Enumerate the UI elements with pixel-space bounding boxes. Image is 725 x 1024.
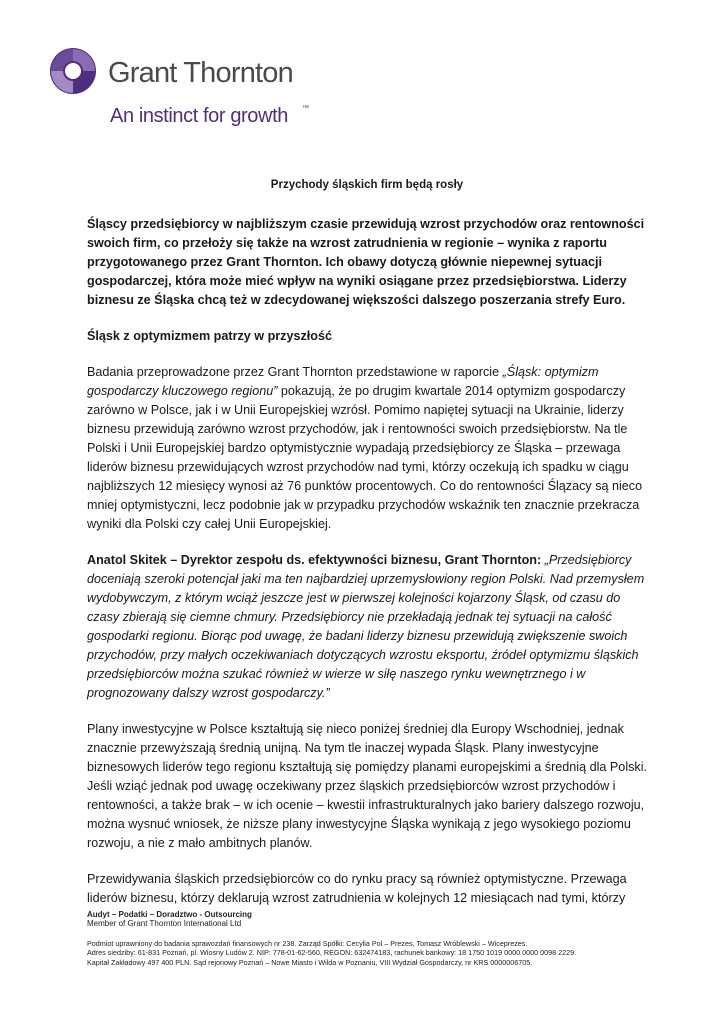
paragraph-1-body: pokazują, że po drugim kwartale 2014 optymizm gospodarczy zarówno w Polsce, jak i w Unii Europejskiej wzrósł. Pomimo napiętej sytuacji na Ukrainie, liderzy biznesu przewidują zarówno wzrost przychodów, jak i rentowności swoich przedsiębiorstw. Na tle Polski i Unii Europejskiej bardzo optymistycznie wypadają przedsiębiorcy ze Śląska – przewaga liderów biznesu przewidujących wzrost przychodów nad tymi, którzy oczekują ich spadku w ciągu najbliższych 12 miesięcy wynosi aż 76 punktów procentowych. Co do rentowności Ślązacy są nieco mniej optymistyczni, lecz podobnie jak w przypadku przychodów wskaźnik ten znacznie przekracza wyniki dla Polski czy całej Unii Europejskiej.: [87, 384, 643, 531]
paragraph-2: Plany inwestycyjne w Polsce kształtują się nieco poniżej średniej dla Europy Wschodniej, jednak znacznie przewyższają średnią unijną. Na tym tle inaczej wypada Śląsk. Plany inwestycyjne biznesowych liderów tego regionu kształtują się pomiędzy planami europejskimi a średnią dla Polski. Jeśli wziąć jednak pod uwagę oczekiwany przez śląskich przedsiębiorców wzrost przychodów i rentowności, a także brak – w ich ocenie – kwestii infrastrukturalnych jako bariery dalszego rozwoju, można wysnuć wniosek, że niższe plany inwestycyjne Śląska wynikają z jego wysokiego poziomu rozwoju, a nie z mało ambitnych planów.: [87, 722, 648, 850]
logo-trademark: ™: [302, 105, 309, 112]
footer-line-1: Podmiot uprawniony do badania sprawozdań finansowych nr 238. Zarząd Spółki: Cecylia Pol – Prezes, Tomasz Wróblewski – Wiceprezes.: [87, 938, 528, 948]
report-title: „Śląsk: optymizm gospodarczy kluczowego regionu”: [87, 365, 599, 398]
footer-services: Audyt – Podatki – Doradztwo - Outsourcing: [87, 910, 252, 919]
grant-thornton-logo: [50, 46, 320, 128]
page-footer: [87, 910, 647, 967]
footer-line-2: Adres siedziby: 61-831 Poznań, pl. Wiosny Ludów 2. NIP: 778-01-62-560, REGON: 632474183, rachunek bankowy: 18 1750 1019 0000 0000 0098 2229.: [87, 948, 577, 958]
paragraph-1-intro: Badania przeprowadzone przez Grant Thornton przedstawione w raporcie: [87, 365, 503, 379]
section-heading: Śląsk z optymizmem patrzy w przyszłość: [87, 329, 332, 343]
quote-text: „Przedsiębiorcy doceniają szeroki potencjał jaki ma ten najbardziej uprzemysłowiony region Polski. Nad przemysłem wydobywczym, z którym wciąż jeszcze jest w pierwszej kolejności kojarzony Śląsk, od czasu do czasy zbierają się ciemne chmury. Przedsiębiorcy nie przekładają jednak tej sytuacji na całość gospodarki regionu. Biorąc pod uwagę, że badani liderzy biznesu przewidują zwiększenie swoich przychodów, przy małych oczekiwaniach dotyczących wzrostu eksportu, źródeł optymizmu śląskich przedsiębiorców można szukać również w wierze w siłę naszego rynku wewnętrznego i w prognozowany dalszy wzrost gospodarczy.”: [87, 553, 645, 700]
footer-line-3: Kapitał Zakładowy 497 400 PLN. Sąd rejonowy Poznań – Nowe Miasto i Wilda w Poznaniu, VIII Wydział Gospodarczy, nr KRS 0000006705.: [87, 957, 533, 967]
paragraph-3: Przewidywania śląskich przedsiębiorców co do rynku pracy są również optymistyczne. Przewaga liderów biznesu, którzy deklarują wzrost zatrudnienia w kolejnych 12 miesiącach nad tymi, którzy: [87, 872, 627, 905]
article-lead: Śląscy przedsiębiorcy w najbliższym czasie przewidują wzrost przychodów oraz rentowności swoich firm, co przełoży się także na wzrost zatrudnienia w regionie – wynika z raportu przygotowanego przez Grant Thornton. Ich obawy dotyczą głównie niepewnej sytuacji gospodarczej, która może mieć wpływ na wyniki osiągane przez przedsiębiorstwa. Liderzy biznesu ze Śląska chcą też w zdecydowanej większości dalszego poszerzania strefy Euro.: [87, 217, 645, 307]
article-body: [87, 176, 647, 925]
paragraph-1: [87, 363, 647, 534]
logo-brand: Grant Thornton: [108, 57, 293, 89]
article-title: Przychody śląskich firm będą rosły: [270, 179, 464, 191]
logo-tagline: An instinct for growth: [110, 105, 288, 127]
quote-paragraph: [87, 551, 647, 703]
footer-member: Member of Grant Thornton International Ltd: [87, 919, 242, 929]
logo-mark-icon: [50, 48, 96, 94]
quote-speaker: Anatol Skitek – Dyrektor zespołu ds. efektywności biznesu, Grant Thornton:: [87, 553, 542, 567]
